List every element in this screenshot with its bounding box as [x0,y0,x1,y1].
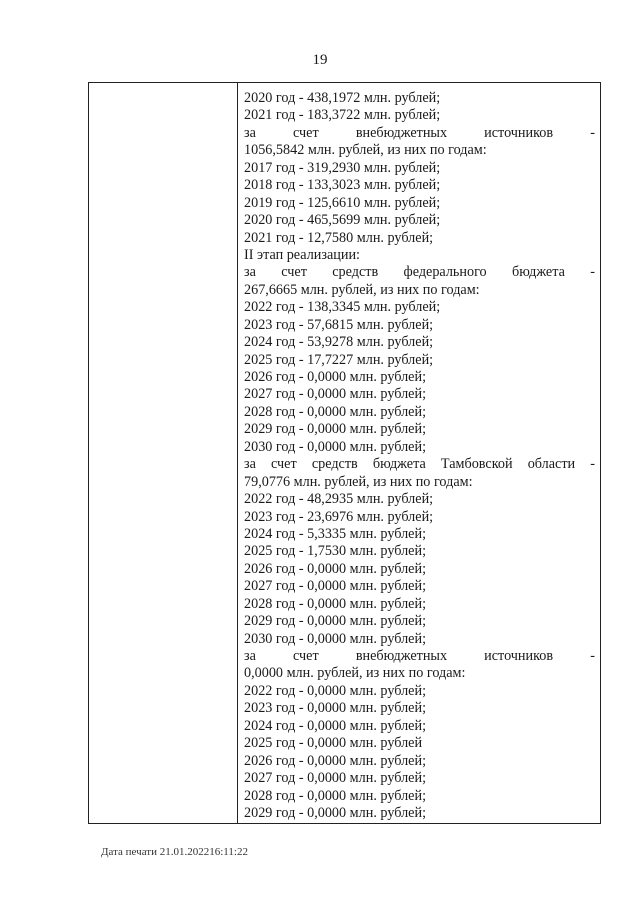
text-line: 2019 год - 125,6610 млн. рублей; [244,194,441,211]
text-line: 2022 год - 48,2935 млн. рублей; [244,491,434,508]
text-line: 2027 год - 0,0000 млн. рублей; [244,578,427,595]
heading-word: за [244,456,256,473]
funding-cell [244,90,595,822]
page-number: 19 [312,52,328,68]
text-line: 267,6665 млн. рублей, из них по годам: [244,281,480,298]
heading-dash: - [590,648,595,664]
text-line: 2025 год - 0,0000 млн. рублей [244,735,423,752]
heading-word: за [244,264,256,281]
heading-dash: - [590,264,595,281]
heading-word: счет [293,648,319,664]
heading-word: бюджета [512,264,565,281]
lines-extra-1 [244,142,589,264]
lines-extra-2 [244,665,589,822]
lines-regional [244,474,589,648]
text-line: 2028 год - 0,0000 млн. рублей; [244,403,427,420]
text-line: 2018 год - 133,3023 млн. рублей; [244,177,441,194]
lines-federal [244,282,589,456]
funding-table [88,82,601,824]
extra-funding-heading-1 [244,124,595,142]
text-line: 2017 год - 319,2930 млн. рублей; [244,159,441,176]
text-line: 2026 год - 0,0000 млн. рублей; [244,369,427,385]
text-line: II этап реализации: [244,246,360,263]
heading-word: счет [281,264,307,281]
lines-top [244,90,589,125]
text-line: 2025 год - 17,7227 млн. рублей; [244,351,434,368]
print-date-footer: Дата печати 21.01.202216:11:22 [101,846,248,858]
text-line: 2020 год - 438,1972 млн. рублей; [244,90,441,106]
text-line: 2023 год - 23,6976 млн. рублей; [244,508,434,525]
text-line: 2030 год - 0,0000 млн. рублей; [244,630,427,647]
text-line: 2027 год - 0,0000 млн. рублей; [244,770,427,787]
heading-word: за [244,124,256,141]
heading-word: за [244,648,256,664]
heading-dash: - [590,456,595,473]
text-line: 2029 год - 0,0000 млн. рублей; [244,613,427,630]
heading-word: счет [271,456,297,473]
text-line: 2023 год - 0,0000 млн. рублей; [244,700,427,717]
regional-funding-heading [244,456,595,473]
heading-word: федерального [403,264,487,281]
text-line: 0,0000 млн. рублей, из них по годам: [244,665,466,682]
heading-dash: - [590,124,595,141]
text-line: 2026 год - 0,0000 млн. рублей; [244,560,427,577]
text-line: 2029 год - 0,0000 млн. рублей; [244,421,427,438]
heading-word: средств [332,264,379,281]
text-line: 2025 год - 1,7530 млн. рублей; [244,543,427,560]
text-line: 2024 год - 5,3335 млн. рублей; [244,525,427,542]
heading-word: средств [311,456,358,473]
text-line: 2028 год - 0,0000 млн. рублей; [244,595,427,612]
heading-word: Тамбовской [440,456,513,473]
heading-word: источников [484,124,554,141]
text-line: 79,0776 млн. рублей, из них по годам: [244,473,473,490]
text-line: 2023 год - 57,6815 млн. рублей; [244,316,434,333]
text-line: 2024 год - 53,9278 млн. рублей; [244,334,434,351]
heading-word: бюджета [372,456,426,473]
text-line: 2022 год - 138,3345 млн. рублей; [244,299,441,316]
text-line: 2029 год - 0,0000 млн. рублей; [244,804,427,821]
text-line: 2022 год - 0,0000 млн. рублей; [244,682,427,699]
heading-word: внебюджетных [355,648,448,664]
heading-word: источников [484,648,554,664]
heading-word: счет [293,124,319,141]
text-line: 1056,5842 млн. рублей, из них по годам: [244,142,487,159]
text-line: 2026 год - 0,0000 млн. рублей; [244,752,427,769]
text-line: 2021 год - 183,3722 млн. рублей; [244,107,441,124]
heading-word: внебюджетных [355,124,448,141]
extra-funding-heading-2 [244,648,595,665]
heading-word: области [527,456,576,473]
column-divider [237,83,238,823]
text-line: 2030 год - 0,0000 млн. рублей; [244,438,427,455]
text-line: 2027 год - 0,0000 млн. рублей; [244,386,427,403]
text-line: 2020 год - 465,5699 млн. рублей; [244,212,441,229]
federal-funding-heading [244,264,595,281]
text-line: 2024 год - 0,0000 млн. рублей; [244,717,427,734]
text-line: 2021 год - 12,7580 млн. рублей; [244,229,434,246]
text-line: 2028 год - 0,0000 млн. рублей; [244,787,427,804]
